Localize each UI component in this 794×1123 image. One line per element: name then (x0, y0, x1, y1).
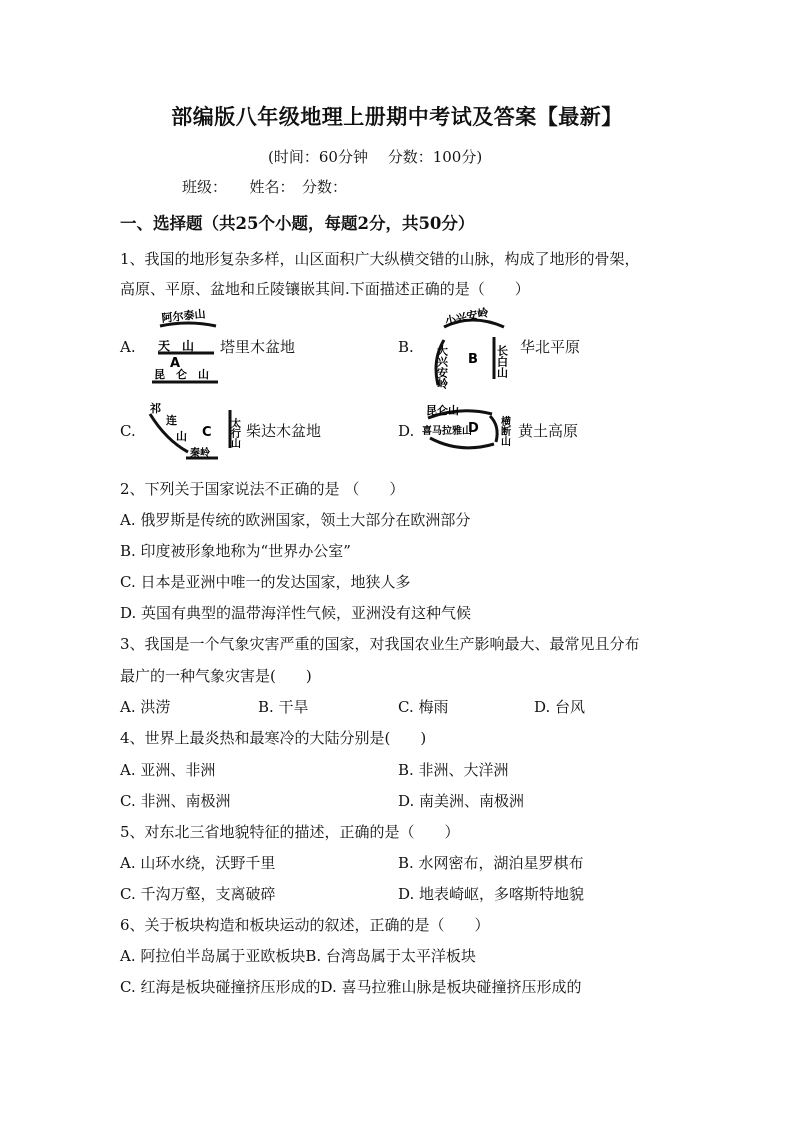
q3-stem-line2: 最广的一种气象灾害是( ) (120, 667, 312, 685)
tianshan-label: 天 山 (158, 339, 195, 353)
qilianshan-label-3: 山 (176, 430, 187, 443)
q1-option-b-answer: 华北平原 (520, 338, 581, 356)
q1-option-b-letter: B. (398, 338, 414, 356)
qilianshan-label-2: 连 (166, 414, 177, 427)
q3-option-d: D. 台风 (534, 698, 586, 716)
q4-option-d: D. 南美洲、南极洲 (398, 792, 525, 810)
basin-mark-a: A (170, 356, 181, 371)
page-title: 部编版八年级地理上册期中考试及答案【最新】 (171, 104, 623, 129)
daxinganling-label: 大兴安岭 (435, 345, 449, 389)
taihangshan-label: 太行山 (228, 418, 240, 448)
q1-option-c-answer: 柴达木盆地 (246, 422, 322, 440)
ximalayashan-label: 喜马拉雅山 (422, 426, 472, 437)
q3-stem-line1: 3、我国是一个气象灾害严重的国家，对我国农业生产影响最大、最常见且分布 (120, 635, 640, 653)
hengduanshan-label: 横断山 (498, 416, 510, 446)
q1-option-c-letter: C. (120, 422, 136, 440)
q3-option-c: C. 梅雨 (398, 698, 449, 716)
q1-option-a-letter: A. (120, 338, 136, 356)
q6-stem: 6、关于板块构造和板块运动的叙述，正确的是（ ） (120, 916, 490, 934)
student-info-line: 班级： 姓名： 分数： (182, 178, 348, 196)
qinling-label: 秦岭 (190, 448, 210, 459)
q1-stem-line2: 高原、平原、盆地和丘陵镶嵌其间.下面描述正确的是（ ） (120, 280, 530, 298)
kunlunshan-label: 昆仑山 (426, 404, 459, 417)
q5-stem: 5、对东北三省地貌特征的描述，正确的是（ ） (120, 823, 460, 841)
q4-option-a: A. 亚洲、非洲 (120, 761, 216, 779)
altai-mountain-label: 阿尔泰山 (160, 307, 207, 325)
q5-option-c: C. 千沟万壑，支离破碎 (120, 885, 276, 903)
changbaishan-label: 长白山 (495, 345, 509, 378)
xiaoxinganling-label: 小兴安岭 (443, 306, 490, 328)
q5-option-a: A. 山环水绕，沃野千里 (120, 854, 276, 872)
q1-stem-line1: 1、我国的地形复杂多样，山区面积广大纵横交错的山脉，构成了地形的骨架， (120, 250, 640, 268)
q6-options-cd: C. 红海是板块碰撞挤压形成的D. 喜马拉雅山脉是板块碰撞挤压形成的 (120, 978, 582, 996)
basin-mark-c: C (202, 425, 212, 440)
q1-option-b-map (424, 305, 524, 390)
q1-option-d-answer: 黄土高原 (518, 422, 579, 440)
exam-time-score: (时间：60分钟 分数：100分) (268, 148, 483, 166)
q2-option-b: B. 印度被形象地称为“世界办公室” (120, 542, 351, 560)
q4-stem: 4、世界上最炎热和最寒冷的大陆分别是( ) (120, 729, 427, 747)
plateau-mark-d: D (468, 421, 479, 436)
q4-option-b: B. 非洲、大洋洲 (398, 761, 509, 779)
q5-option-d: D. 地表崎岖，多喀斯特地貌 (398, 885, 585, 903)
plain-mark-b: B (468, 352, 478, 367)
q1-option-a-answer: 塔里木盆地 (220, 338, 296, 356)
q4-option-c: C. 非洲、南极洲 (120, 792, 231, 810)
q2-stem: 2、下列关于国家说法不正确的是 （ ） (120, 480, 405, 498)
q1-option-a-map (148, 306, 223, 386)
q2-option-d: D. 英国有典型的温带海洋性气候，亚洲没有这种气候 (120, 604, 472, 622)
q3-option-b: B. 干旱 (258, 698, 309, 716)
q1-option-c-map (144, 400, 244, 468)
q2-option-a: A. 俄罗斯是传统的欧洲国家，领土大部分在欧洲部分 (120, 511, 471, 529)
q5-option-b: B. 水网密布，湖泊星罗棋布 (398, 854, 584, 872)
qilianshan-label-1: 祁 (150, 402, 161, 415)
section-heading: 一、选择题（共25个小题，每题2分，共50分） (120, 214, 475, 233)
q3-option-a: A. 洪涝 (120, 698, 171, 716)
q1-option-d-letter: D. (398, 422, 415, 440)
q6-options-ab: A. 阿拉伯半岛属于亚欧板块B. 台湾岛属于太平洋板块 (120, 947, 476, 965)
q2-option-c: C. 日本是亚洲中唯一的发达国家，地狭人多 (120, 573, 411, 591)
kunlun-label: 昆 仑 山 (154, 368, 209, 381)
q1-option-d-map (420, 398, 520, 462)
